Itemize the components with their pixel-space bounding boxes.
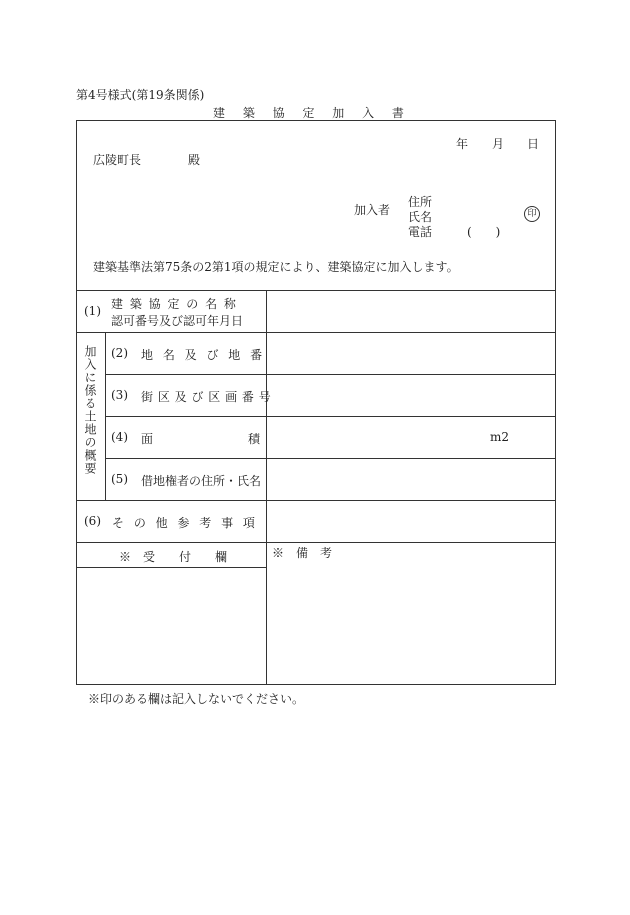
divider [76,500,556,501]
reception-header: ※ 受 付 欄 [119,550,228,564]
row2-label: 地 名 及 び 地 番 [141,348,263,362]
phone-parens: ( ) [467,225,501,239]
addressee-honorific: 殿 [188,153,201,167]
divider [76,542,556,543]
divider [266,290,267,685]
page-title: 建 築 協 定 加 入 書 [213,106,404,120]
divider [105,416,556,417]
divider [76,567,266,568]
row3-label: 街 区 及 び 区 画 番 号 [141,390,271,404]
phone-label: 電話 [408,225,433,239]
area-unit: m2 [490,430,510,444]
row6-label: そ の 他 参 考 事 項 [112,516,255,530]
statement: 建築基準法第75条の2第1項の規定により、建築協定に加入します。 [93,260,459,274]
remarks-header: ※ 備 考 [272,546,333,560]
addressee-name: 広陵町長 [93,153,142,167]
name-label: 氏名 [408,210,433,224]
date-day: 日 [527,137,540,151]
form-number: 第4号様式(第19条関係) [76,88,205,102]
date-year: 年 [456,137,469,151]
row4-label-area: 面 [141,432,154,446]
divider [105,458,556,459]
footnote: ※印のある欄は記入しないでください。 [88,692,305,706]
row2-number: (2) [111,346,128,360]
address-label: 住所 [408,195,433,209]
row1-label-line2: 認可番号及び認可年月日 [111,314,244,328]
row3-number: (3) [111,388,128,402]
row4-number: (4) [111,430,128,444]
divider [76,332,556,333]
date-month: 月 [492,137,505,151]
row1-label-line1: 建 築 協 定 の 名 称 [111,297,236,311]
divider [105,374,556,375]
seal-mark: 印 [524,206,540,222]
row1-number: (1) [84,304,101,318]
divider [105,332,106,500]
row6-number: (6) [84,514,101,528]
applicant-label: 加入者 [354,203,391,217]
row5-label: 借地権者の住所・氏名 [141,474,262,488]
land-summary-group-label: 加入に係る土地の概要 [83,345,97,475]
row4-label-size: 積 [248,432,261,446]
row5-number: (5) [111,472,128,486]
divider [76,290,556,291]
